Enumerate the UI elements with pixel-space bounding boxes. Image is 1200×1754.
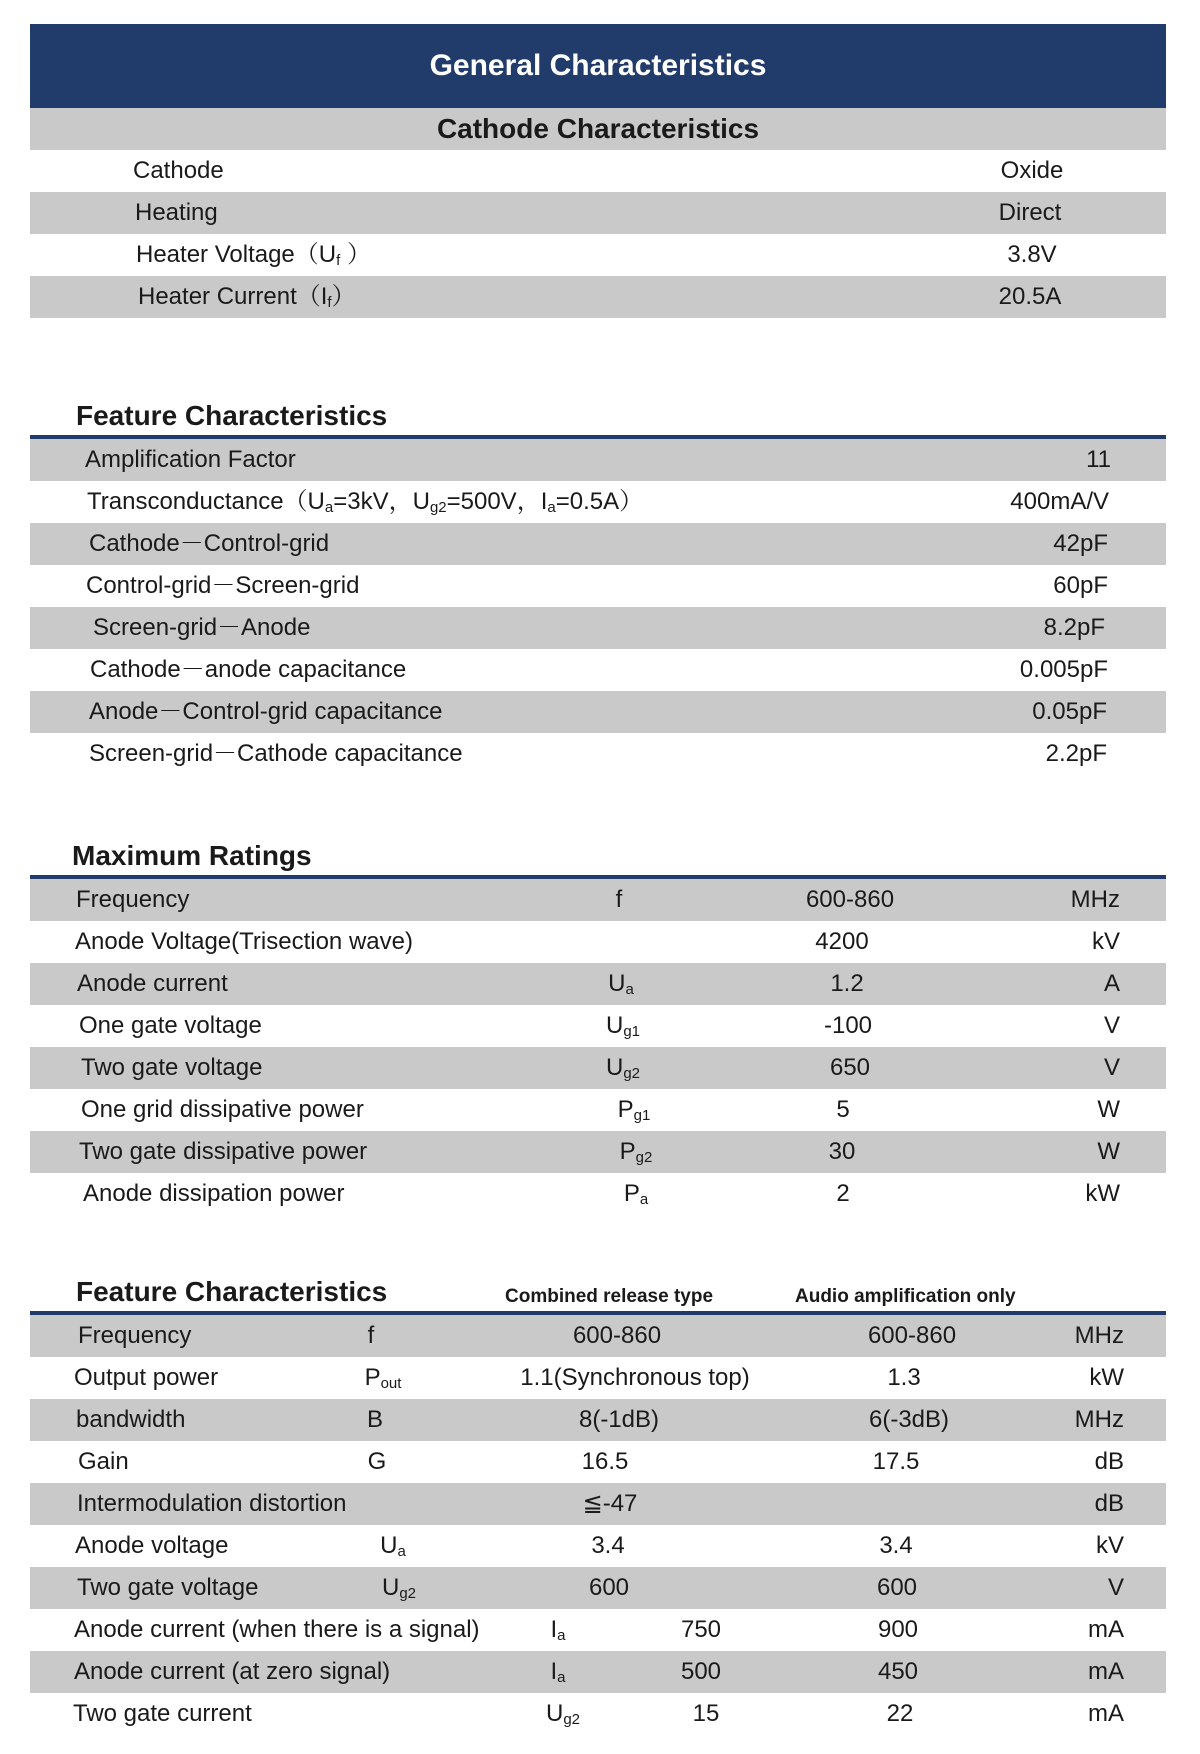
- audio-value: 1.3: [887, 1364, 921, 1391]
- symbol: $I_a$: [550, 1616, 566, 1644]
- rating-row: [30, 1173, 1166, 1215]
- rating-row: [30, 963, 1166, 1005]
- heating-row: [30, 192, 1166, 234]
- rating-row: [30, 921, 1166, 963]
- feature-characteristics-title: Feature Characteristics: [76, 400, 388, 431]
- feature-label: Intermodulation distortion: [77, 1490, 347, 1517]
- combined-value: 750: [680, 1616, 722, 1643]
- combined-value: 500: [680, 1658, 722, 1685]
- feature-unit: mA: [1088, 1658, 1124, 1685]
- combined-value: ≦-47: [582, 1490, 638, 1517]
- anode-control-grid-capacitance-value: 0.05pF: [1032, 698, 1107, 725]
- feature-unit: dB: [1094, 1448, 1124, 1475]
- audio-amplification-only-header: Audio amplification only: [795, 1286, 1016, 1307]
- rating-row: [30, 1089, 1166, 1131]
- feature-label: Anode current (at zero signal): [74, 1658, 391, 1685]
- symbol: $P_{g2}$: [619, 1138, 653, 1166]
- feature-unit: kV: [1095, 1532, 1124, 1559]
- feature-unit: MHz: [1074, 1406, 1124, 1433]
- feature-row: [30, 1609, 1166, 1651]
- symbol: $U_a$: [608, 970, 634, 998]
- feature-label: Frequency: [78, 1322, 192, 1349]
- rating-row: [30, 1131, 1166, 1173]
- rating-value: -100: [823, 1012, 873, 1039]
- rating-label: Anode current: [77, 970, 228, 997]
- feature-label: bandwidth: [76, 1406, 186, 1433]
- cathode-value: Oxide: [1000, 157, 1064, 184]
- feature-row: [30, 1399, 1166, 1441]
- heater-current-row: [30, 276, 1166, 318]
- cathode-characteristics-header: [30, 108, 1166, 150]
- rating-label: One gate voltage: [79, 1012, 262, 1039]
- feature-row: [30, 1483, 1166, 1525]
- feature-label: Two gate current: [73, 1700, 252, 1727]
- transconductance-row: [30, 481, 1166, 523]
- rating-label: Two gate voltage: [81, 1054, 263, 1081]
- heater-voltage-value: 3.8V: [1007, 241, 1057, 268]
- rating-unit: W: [1097, 1096, 1120, 1123]
- cathode-anode-capacitance-label: Cathode－anode capacitance: [90, 656, 407, 683]
- feature-unit: V: [1107, 1574, 1124, 1601]
- rating-row: [30, 1047, 1166, 1089]
- feature-row: [30, 1441, 1166, 1483]
- heater-voltage-row: [30, 234, 1166, 276]
- feature-row: [30, 1315, 1166, 1357]
- feature-unit: mA: [1088, 1700, 1124, 1727]
- rating-unit: W: [1097, 1138, 1120, 1165]
- section-subtitle: Cathode Characteristics: [436, 113, 760, 144]
- rating-value: 2: [836, 1180, 850, 1207]
- audio-value: 22: [886, 1700, 914, 1727]
- symbol: $U_{g2}$: [545, 1700, 581, 1728]
- heater-current-value: 20.5A: [998, 283, 1062, 310]
- audio-value: 600-860: [867, 1322, 957, 1349]
- rating-unit: V: [1103, 1012, 1120, 1039]
- combined-value: 16.5: [581, 1448, 629, 1475]
- feature-label: Gain: [78, 1448, 129, 1475]
- audio-value: 17.5: [872, 1448, 920, 1475]
- heating-value: Direct: [998, 199, 1062, 226]
- screen-grid-anode-row: [30, 607, 1166, 649]
- transconductance-value: 400mA/V: [1010, 488, 1109, 515]
- audio-value: 6(-3dB): [868, 1406, 950, 1433]
- rating-unit: A: [1103, 970, 1120, 997]
- rating-value: 600-860: [805, 886, 895, 913]
- rating-row: [30, 879, 1166, 921]
- general-characteristics-banner: [30, 24, 1166, 108]
- feature-unit: dB: [1094, 1490, 1124, 1517]
- symbol: $U_{g2}$: [381, 1574, 417, 1602]
- control-grid-screen-grid-row: [30, 565, 1166, 607]
- screen-grid-cathode-capacitance-row: [30, 733, 1166, 775]
- feature-label: Output power: [74, 1364, 219, 1391]
- heating-label: Heating: [135, 199, 218, 226]
- feature-row: [30, 1525, 1166, 1567]
- rating-label: Anode dissipation power: [83, 1180, 345, 1207]
- cathode-label: Cathode: [133, 157, 224, 184]
- feature-unit: kW: [1089, 1364, 1124, 1391]
- rating-unit: V: [1103, 1054, 1120, 1081]
- rating-label: Frequency: [76, 886, 190, 913]
- feature-row: [30, 1567, 1166, 1609]
- amplification-factor-row: [30, 439, 1166, 481]
- transconductance-label: $Transconductance(U_a=3kV$，$U_{g2}=500V$，$I_a=0.5A$）: [87, 488, 644, 516]
- combined-value: 600-860: [572, 1322, 662, 1349]
- symbol: $P_{g1}$: [617, 1096, 651, 1124]
- symbol: $I_a$: [550, 1658, 566, 1686]
- screen-grid-cathode-capacitance-value: 2.2pF: [1045, 740, 1107, 767]
- amplification-factor-value: 11: [1086, 446, 1111, 473]
- rating-label: Anode Voltage(Trisection wave): [75, 928, 413, 955]
- cathode-control-grid-value: 42pF: [1053, 530, 1108, 557]
- feature-unit: mA: [1088, 1616, 1124, 1643]
- feature-row: [30, 1651, 1166, 1693]
- screen-grid-anode-label: Screen-grid－Anode: [93, 614, 311, 641]
- symbol: $P_{out}$: [364, 1364, 402, 1392]
- symbol: f: [367, 1322, 375, 1349]
- anode-control-grid-capacitance-row: [30, 691, 1166, 733]
- control-grid-screen-grid-label: Control-grid－Screen-grid: [86, 572, 360, 599]
- audio-value: 600: [876, 1574, 918, 1601]
- control-grid-screen-grid-value: 60pF: [1053, 572, 1108, 599]
- audio-value: 3.4: [879, 1532, 913, 1559]
- cathode-control-grid-row: [30, 523, 1166, 565]
- heater-voltage-label: Heater $Voltage(U_f$ ）: [136, 241, 371, 269]
- maximum-ratings-title: Maximum Ratings: [72, 840, 312, 871]
- symbol: B: [366, 1406, 384, 1433]
- combined-release-type-header: Combined release type: [505, 1286, 714, 1307]
- feature-row: [30, 1693, 1166, 1735]
- combined-value: 1.1(Synchronous top): [520, 1364, 750, 1391]
- feature-label: Two gate voltage: [77, 1574, 259, 1601]
- anode-control-grid-capacitance-label: Anode－Control-grid capacitance: [89, 698, 443, 725]
- combined-value: 8(-1dB): [578, 1406, 660, 1433]
- rating-unit: kV: [1091, 928, 1120, 955]
- screen-grid-cathode-capacitance-label: Screen-grid－Cathode capacitance: [89, 740, 463, 767]
- cathode-anode-capacitance-value: 0.005pF: [1019, 656, 1108, 683]
- feature-characteristics-2-title: Feature Characteristics: [76, 1276, 388, 1307]
- amplification-factor-label: Amplification Factor: [85, 446, 296, 473]
- screen-grid-anode-value: 8.2pF: [1043, 614, 1105, 641]
- rating-value: 1.2: [830, 970, 864, 997]
- rating-value: 4200: [815, 928, 869, 955]
- feature-label: Anode current (when there is a signal): [74, 1616, 480, 1643]
- symbol: $U_{g2}$: [605, 1054, 641, 1082]
- page-title: General Characteristics: [429, 49, 767, 82]
- combined-value: 15: [692, 1700, 720, 1727]
- feature-row: [30, 1357, 1166, 1399]
- rating-unit: kW: [1085, 1180, 1120, 1207]
- rating-value: 30: [828, 1138, 856, 1165]
- symbol: $P_a$: [623, 1180, 649, 1208]
- rating-label: One grid dissipative power: [81, 1096, 364, 1123]
- audio-value: 900: [877, 1616, 919, 1643]
- rating-value: 5: [836, 1096, 850, 1123]
- symbol: $U_{g1}$: [605, 1012, 641, 1040]
- heater-current-label: Heater $Current(I_f)$: [138, 283, 356, 311]
- feature-unit: MHz: [1074, 1322, 1124, 1349]
- symbol: $U_a$: [380, 1532, 406, 1560]
- rating-value: 650: [829, 1054, 871, 1081]
- cathode-control-grid-label: Cathode－Control-grid: [89, 530, 330, 557]
- audio-value: 450: [877, 1658, 919, 1685]
- cathode-row: [30, 150, 1166, 192]
- feature-label: Anode voltage: [75, 1532, 229, 1559]
- symbol: G: [367, 1448, 387, 1475]
- rating-unit: MHz: [1070, 886, 1120, 913]
- combined-value: 3.4: [591, 1532, 625, 1559]
- symbol: f: [615, 886, 623, 913]
- cathode-anode-capacitance-row: [30, 649, 1166, 691]
- combined-value: 600: [588, 1574, 630, 1601]
- rating-label: Two gate dissipative power: [79, 1138, 368, 1165]
- rating-row: [30, 1005, 1166, 1047]
